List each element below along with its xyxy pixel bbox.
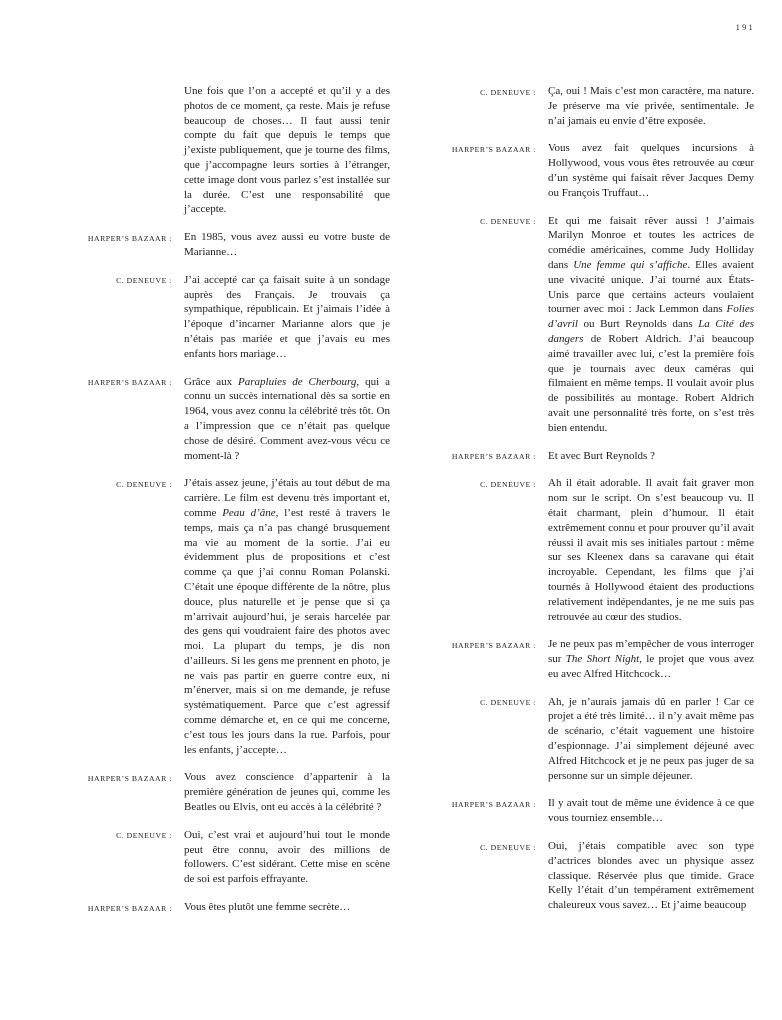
speech-run: Oui, j’étais compatible avec son type d’actrices blondes avec un physique assez classique. Réservée plus que timide. Grace Kelly l’était d’un tempérament extrêmement chaleureux vous savez… Et j’aime beaucoup (548, 840, 754, 912)
interview-entry (60, 273, 390, 362)
speech-text (184, 828, 390, 887)
speech-text (184, 770, 390, 814)
speaker-label: C. DENEUVE : (480, 842, 536, 852)
speech-text (548, 141, 754, 200)
interview-entry (60, 770, 390, 814)
speaker-label: C. DENEUVE : (116, 831, 172, 841)
interview-entry (424, 637, 754, 681)
speech-run: Vous avez conscience d’appartenir à la première génération de jeunes qui, comme les Beatles ou Elvis, ont eu accès à la célébrité ? (184, 771, 390, 814)
interview-entry (424, 214, 754, 436)
speaker-label: C. DENEUVE : (480, 698, 536, 708)
film-title: La Cité des dangers (548, 318, 754, 345)
speech-text (548, 637, 754, 681)
speech-run: En 1985, vous avez aussi eu votre buste de Marianne… (184, 231, 390, 258)
interview-entry (60, 828, 390, 887)
speech-run: Vous avez fait quelques incursions à Hollywood, vous vous êtes retrouvée au cœur d’un système qui faisait rêver Jacques Demy ou François Truffaut… (548, 142, 754, 199)
speaker-label: HARPER’S BAZAAR : (87, 233, 172, 243)
speech-text (548, 695, 754, 784)
speech-text (184, 273, 390, 362)
speech-run: Et avec Burt Reynolds ? (548, 449, 655, 462)
speech-run: Oui, c’est vrai et aujourd’hui tout le monde peut être connu, avoir des millions de followers. C’est sidérant. Cette mise en scène de soi est parfois effrayante. (184, 828, 390, 886)
interview-entry (424, 695, 754, 784)
speaker-label: C. DENEUVE : (480, 87, 536, 97)
article-column-right (424, 84, 754, 928)
speaker-label (60, 84, 172, 217)
interview-entry (60, 84, 390, 217)
speaker-label: HARPER’S BAZAAR : (87, 378, 172, 388)
speaker-label: C. DENEUVE : (116, 276, 172, 286)
film-title: The Short Night (565, 653, 640, 666)
speaker-label: C. DENEUVE : (116, 479, 172, 489)
film-title: Une femme qui s’affiche (573, 258, 688, 271)
speech-run: Ah, je n’aurais jamais dû en parler ! Car ce projet a été très limité… il n’y avait même pas de scénario, c’était vaguement une histoire d’espionnage. J’ai simplement déjeuné avec Alfred Hitchcock et je ne peux pas juger de sa personne sur un simple déjeuner. (548, 695, 754, 782)
interview-content (60, 84, 754, 928)
speaker-label: C. DENEUVE : (480, 217, 536, 227)
speaker-label: HARPER’S BAZAAR : (451, 452, 536, 462)
speech-run: de Robert Aldrich. J’ai beaucoup aimé travailler avec lui, c’est la première fois que je tournais avec deux caméras qui filmaient en même temps. Il voulait avoir plus de possibilités au montage. Robert Aldrich avait une personnalité très forte, on s’est très bien entendu. (548, 332, 754, 434)
interview-entry (60, 230, 390, 260)
speaker-label: HARPER’S BAZAAR : (451, 144, 536, 154)
speech-run: Ça, oui ! Mais c’est mon caractère, ma nature. Je préserve ma vie privée, sentimentale. Je n’ai jamais eu envie d’être exposée. (548, 85, 754, 127)
speech-text (184, 84, 390, 217)
speech-text (548, 214, 754, 436)
speaker-label: C. DENEUVE : (480, 479, 536, 489)
speech-text (548, 839, 754, 913)
speech-run: , le projet que vous avez eu avec Alfred Hitchcock… (548, 653, 754, 680)
speech-text (548, 796, 754, 826)
interview-entry (424, 476, 754, 624)
speech-text (548, 449, 754, 464)
speech-text (548, 84, 754, 128)
speaker-label: HARPER’S BAZAAR : (87, 773, 172, 783)
speech-run: , qui a connu un succès international dès sa sortie en 1964, vous avez connu la célébrité très tôt. On a l’impression que ce n’était pas quelque chose de désiré. Comment avez-vous vécu ce moment-là ? (184, 375, 390, 462)
interview-entry (424, 84, 754, 128)
interview-entry (424, 141, 754, 200)
speech-run: Ah il était adorable. Il avait fait graver mon nom sur le script. On s’est beaucoup vu. Il était charmant, plein d’humour. Il était extrêmement connu et pour prouver qu’il avait réussi il avait mis ses initiales partout : même sur ses Kleenex dans sa caravane qui était incroyable. Cependant, les films que j’ai tournés à Hollywood étaient des productions relativement indépendantes, je ne me suis pas retrouvée au cœur des studios. (548, 477, 754, 623)
speech-text (184, 476, 390, 757)
speech-run: Je ne peux pas m’empêcher de vous interroger sur (548, 638, 754, 666)
speech-text (184, 375, 390, 464)
interview-entry (60, 375, 390, 464)
speech-run: Et qui me faisait rêver aussi ! J’aimais Marilyn Monroe et toutes les actrices de comédie américaines, comme Judy Holliday dans (548, 214, 754, 271)
speech-text (184, 900, 390, 915)
interview-entry (424, 449, 754, 464)
speaker-label: HARPER’S BAZAAR : (87, 903, 172, 913)
speech-run: Il y avait tout de même une évidence à ce que vous tourniez ensemble… (548, 797, 754, 825)
speech-run: Grâce aux (184, 375, 239, 388)
speaker-label: HARPER’S BAZAAR : (451, 799, 536, 809)
speech-run: ou Burt Reynolds dans (577, 318, 699, 331)
article-column-left (60, 84, 390, 928)
page-number: 191 (735, 22, 755, 32)
speech-run: , l’est resté à travers le temps, mais ça n’a pas changé brusquement ma vie au moment de la sortie. J’ai eu évidemment plus de propositions et c’est comme ça que j’ai connu Roman Polanski. C’était une époque différente de la nôtre, plus douce, plus naturelle et je pense que si ça m’arrivait aujourd’hui, je serais harcelée par des gens qui voudraient faire des photos avec moi. La plupart du temps, je dis non d’ailleurs. Si les gens me prennent en photo, je ne vais pas partir en guerre contre eux, ni m’énerver, mais si on me demande, je refuse systématiquement. Parce que c’est agressif comme démarche et, en ce qui me concerne, c’est tous les jours dans la rue. Parfois, pour les enfants, j’accepte… (184, 506, 390, 756)
film-title: Peau d’âne (222, 506, 276, 519)
interview-entry (60, 476, 390, 757)
interview-entry (60, 900, 390, 915)
speaker-label: HARPER’S BAZAAR : (451, 640, 536, 650)
film-title: Parapluies de Cherbourg (238, 375, 357, 388)
speech-text (184, 230, 390, 260)
speech-text (548, 476, 754, 624)
interview-entry (424, 796, 754, 826)
speech-run: Une fois que l’on a accepté et qu’il y a des photos de ce moment, ça reste. Mais je refuse beaucoup de choses… Il faut aussi tenir compte du fait que depuis le temps que j’existe publiquement, que je tourne des films, que j’accompagne leurs sorties à l’étranger, cette image dont vous parlez s’est installée sur la durée. C’est une responsabilité que j’accepte. (184, 85, 390, 216)
interview-entry (424, 839, 754, 913)
speech-run: . Elles avaient une vivacité unique. J’ai tourné aux États-Unis parce que certains acteurs voulaient tourner avec moi : Jack Lemmon dans (548, 258, 754, 316)
film-title: Folies d’avril (548, 303, 754, 331)
speech-run: J’étais assez jeune, j’étais au tout début de ma carrière. Le film est devenu très important et, comme (184, 477, 390, 519)
speech-run: J’ai accepté car ça faisait suite à un sondage auprès des Français. Je trouvais ça sympathique, républicain. Et j’aimais l’idée à l’époque d’incarner Marianne alors que je n’étais pas mariée et que j’avais eu mes enfants hors mariage… (184, 273, 390, 360)
speech-run: Vous êtes plutôt une femme secrète… (184, 901, 351, 914)
